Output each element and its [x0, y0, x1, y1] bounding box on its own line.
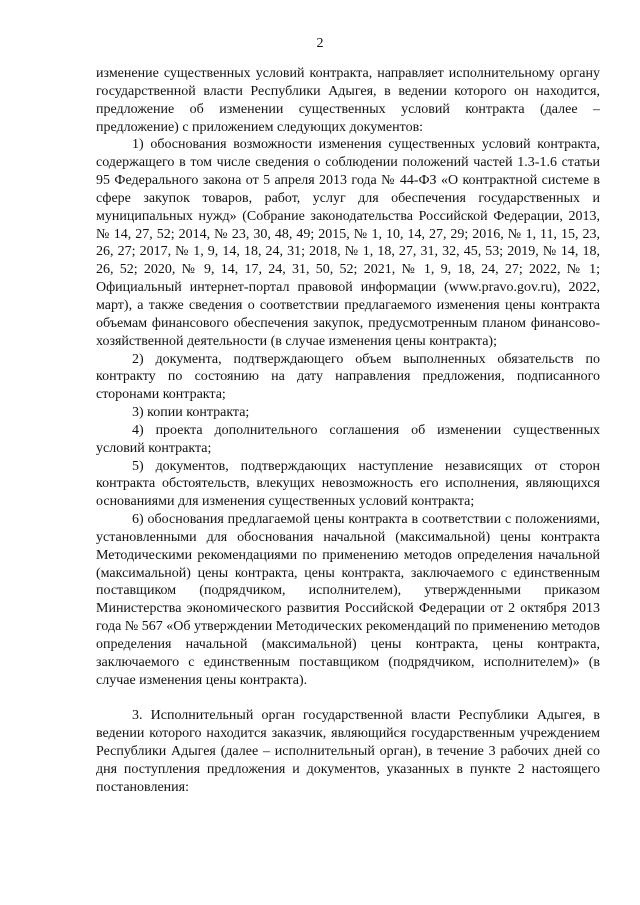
paragraph-intro: изменение существенных условий контракта, направляет исполнительному органу государственной власти Республики Адыгея, в ведении которого он находится, предложение об изменении существенных условий контракта (далее – предложение) с приложением следующих документов:: [96, 66, 600, 135]
list-item-2: 2) документа, подтверждающего объем выполненных обязательств по контракту по состоянию на дату направления предложения, подписанного сторонами контракта;: [96, 351, 600, 403]
paragraph-3: 3. Исполнительный орган государственной власти Республики Адыгея, в ведении которого находится заказчик, являющийся государственным учреждением Республики Адыгея (далее – исполнительный орган), в течение 3 рабочих дней со дня поступления предложения и документов, указанных в пункте 2 настоящего постановления:: [96, 708, 600, 795]
list-item-5: 5) документов, подтверждающих наступление независящих от сторон контракта обстоятельств, влекущих невозможность его исполнения, являющихся основаниями для изменения существенных условий контракта;: [96, 458, 600, 510]
list-item-4: 4) проекта дополнительного соглашения об изменении существенных условий контракта;: [96, 422, 600, 456]
list-item-1: 1) обоснования возможности изменения существенных условий контракта, содержащего в том числе сведения о соблюдении положений частей 1.3-1.6 статьи 95 Федерального закона от 5 апреля 2013 года № 44-ФЗ «О контрактной системе в сфере закупок товаров, работ, услуг для обеспечения государственных и муниципальных нужд» (Собрание законодательства Российской Федерации, 2013, № 14, 27, 52; 2014, № 23, 30, 48, 49; 2015, № 1, 10, 14, 27, 29; 2016, № 1, 11, 15, 23, 26, 27; 2017, № 1, 9, 14, 18, 24, 31; 2018, № 1, 18, 27, 31, 32, 45, 53; 2019, № 14, 18, 26, 52; 2020, № 9, 14, 17, 24, 31, 50, 52; 2021, № 1, 9, 18, 24, 27; 2022, № 1; Официальный интернет-портал правовой информации (www.pravo.gov.ru), 2022, март), а также сведения о соответствии предлагаемого изменения цены контракта объемам финансового обеспечения закупок, предусмотренным планом финансово-хозяйственной деятельности (в случае изменения цены контракта);: [96, 137, 600, 349]
list-item-6: 6) обоснования предлагаемой цены контракта в соответствии с положениями, установленными для обоснования начальной (максимальной) цены контракта Методическими рекомендациями по применению методов определения начальной (максимальной) цены контракта, цены контракта, заключаемого с единственным поставщиком (подрядчиком, исполнителем), утвержденными приказом Министерства экономического развития Российской Федерации от 2 октября 2013 года № 567 «Об утверждении Методических рекомендаций по применению методов определения начальной (максимальной) цены контракта, цены контракта, заключаемого с единственным поставщиком (подрядчиком, исполнителем)» (в случае изменения цены контракта).: [96, 512, 600, 688]
list-item-3: 3) копии контракта;: [132, 405, 250, 421]
document-body: [96, 65, 600, 797]
page-number: 2: [316, 36, 324, 51]
